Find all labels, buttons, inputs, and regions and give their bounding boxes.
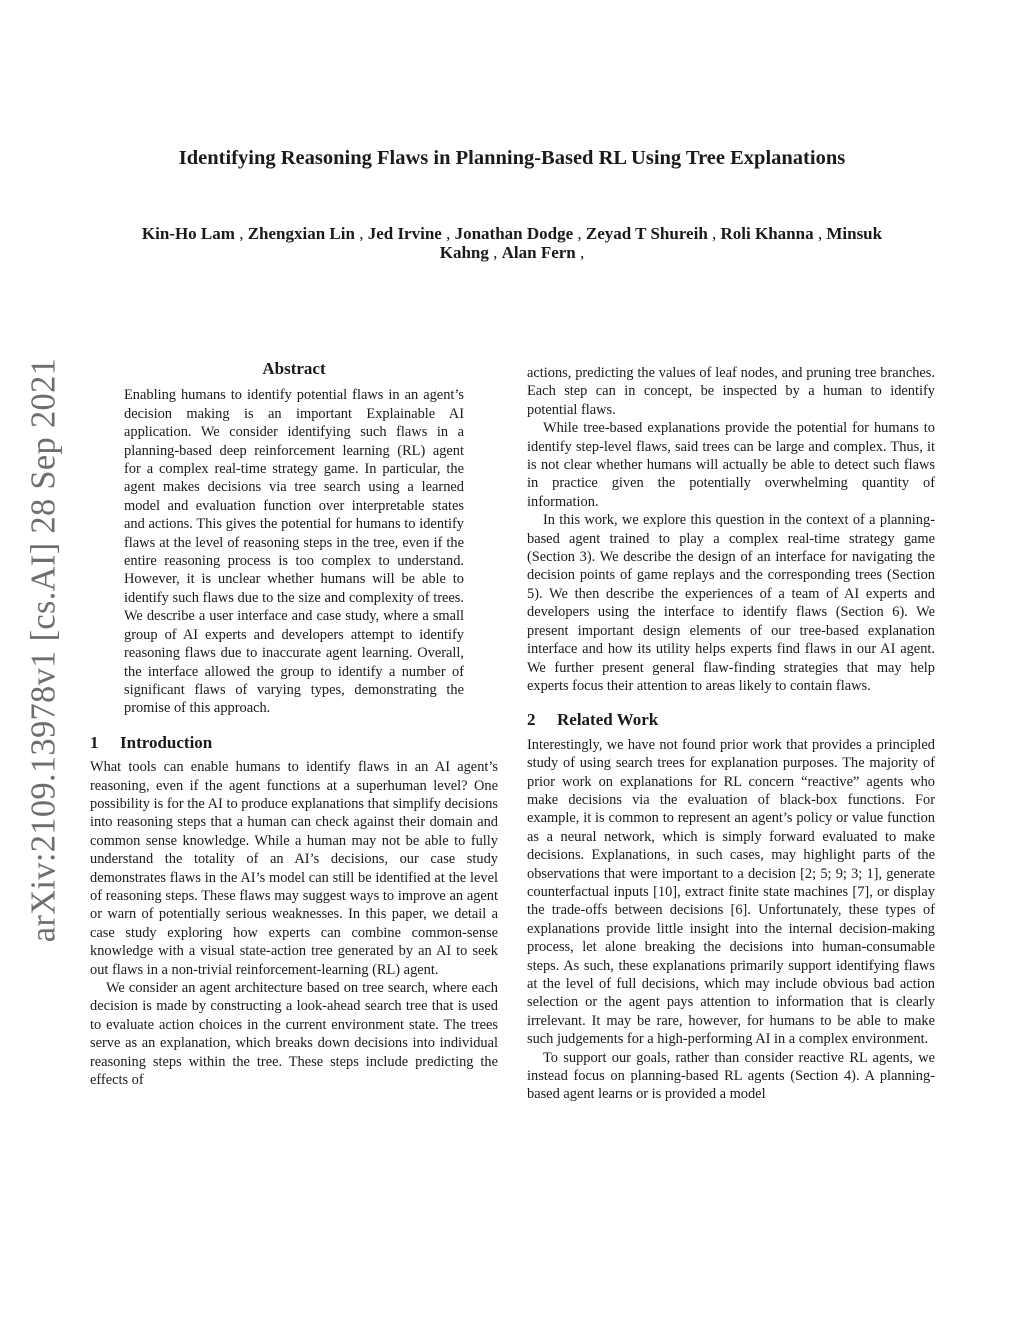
arxiv-identifier: arXiv:2109.13978v1 [cs.AI] 28 Sep 2021 — [24, 357, 63, 943]
paragraph: To support our goals, rather than consider reactive RL agents, we instead focus on planning-based RL agents (Section 4). A planning-based agent learns or is provided a model — [527, 1049, 935, 1103]
author-list: Kin-Ho Lam , Zhengxian Lin , Jed Irvine , Jonathan Dodge , Zeyad T Shureih , Roli Khanna , Minsuk Kahng , Alan Fern , — [141, 224, 883, 262]
author-name: Roli Khanna — [720, 224, 814, 243]
section-heading-related-work — [527, 711, 935, 729]
author-name: Minsuk Kahng — [439, 224, 883, 262]
author-name: Jed Irvine — [367, 224, 442, 243]
paragraph: While tree-based explanations provide the potential for humans to identify step-level flaws, said trees can be large and complex. Thus, it is not clear whether humans will actually be able to detect such flaws in practice given the potentially overwhelming quantity of information. — [527, 420, 935, 510]
section-number: 1 — [90, 732, 99, 752]
paper-title: Identifying Reasoning Flaws in Planning-Based RL Using Tree Explanations — [178, 147, 846, 169]
right-column — [527, 364, 935, 1104]
section-heading-introduction — [90, 734, 498, 752]
author-name: Zhengxian Lin — [247, 224, 355, 243]
left-column — [90, 360, 498, 1089]
paragraph: Interestingly, we have not found prior work that provides a principled study of using search trees for explanation purposes. The majority of prior work on explanations for RL concern “reactive” agents who make decisions via the evaluation of black-box functions. For example, it is common to represent an agent’s policy or value function as a neural network, which is simply forward evaluated to make decisions. Explanations, in such cases, may highlight parts of the observations that were important to a decision [2; 5; 9; 3; 1], generate counterfactual inputs [10], extract finite state machines [7], or display the trade-offs between decisions [6]. Unfortunately, these types of explanations provide little insight into the internal decision-making process, let alone breaking the decisions into human-consumable steps. As such, these explanations primarily support identifying flaws at the level of full decisions, which may include obvious bad action selection or the agent pays attention to information that is clearly irrelevant. It may be rare, however, for humans to be able to make such judgements for a high-performing AI in a complex environment. — [527, 736, 935, 1048]
author-name: Jonathan Dodge — [454, 224, 574, 243]
author-name: Zeyad T Shureih — [585, 224, 708, 243]
author-name: Alan Fern — [501, 243, 576, 262]
paragraph: actions, predicting the values of leaf nodes, and pruning tree branches. Each step can in concept, be inspected by a human to identify potential flaws. — [527, 365, 935, 418]
section-number: 2 — [527, 710, 536, 730]
paragraph: In this work, we explore this question in the context of a planning-based agent trained to play a complex real-time strategy game (Section 3). We describe the design of an interface for navigating the decision points of game replays and the corresponding trees (Section 5). We then describe the experiences of a team of AI experts and developers using the interface to identify flaws (Section 6). We present important design elements of our tree-based explanation interface and how its utility helps experts find flaws in our AI agent. We further present general flaw-finding strategies that may help experts focus their attention to areas likely to contain flaws. — [527, 512, 935, 694]
paragraph: What tools can enable humans to identify flaws in an AI agent’s reasoning, even if the agent functions at a superhuman level? One possibility is for the AI to produce explanations that simplify decisions into reasoning steps that a human can check against their domain and common sense knowledge. While a human may not be able to fully understand the totality of an AI’s decisions, our case study demonstrates flaws in the AI’s model can still be identified at the level of reasoning steps. These flaws may suggest ways to improve an agent or warn of potentially serious weaknesses. In this paper, we detail a case study exploring how experts can combine common-sense knowledge with a visual state-action tree generated by an AI to seek out flaws in a non-trivial reinforcement-learning (RL) agent. — [90, 759, 498, 978]
author-name: Kin-Ho Lam — [141, 224, 235, 243]
section-title: Related Work — [557, 710, 659, 730]
paragraph: We consider an agent architecture based on tree search, where each decision is made by constructing a look-ahead search tree that is used to evaluate action choices in the current environment state. The trees serve as an explanation, which breaks down decisions into individual reasoning steps within the tree. These steps include predicting the effects of — [90, 980, 498, 1089]
section-title: Introduction — [120, 732, 213, 752]
abstract-text: Enabling humans to identify potential flaws in an agent’s decision making is an important Explainable AI application. We consider identifying such flaws in a planning-based deep reinforcement learning (RL) agent for a complex real-time strategy game. In particular, the agent makes decisions via tree search using a learned model and evaluation function over interpretable states and actions. This gives the potential for humans to identify flaws at the level of reasoning steps in the tree, even if the entire reasoning process is too complex to understand. However, it is unclear whether humans will be able to identify such flaws due to the size and complexity of trees. We describe a user interface and case study, where a small group of AI experts and developers attempt to identify reasoning flaws due to inaccurate agent learning. Overall, the interface allowed the group to identify a number of significant flaws of varying types, demonstrating the promise of this approach. — [124, 387, 464, 717]
arxiv-sidebar — [0, 0, 80, 1325]
abstract-heading: Abstract — [262, 359, 326, 378]
